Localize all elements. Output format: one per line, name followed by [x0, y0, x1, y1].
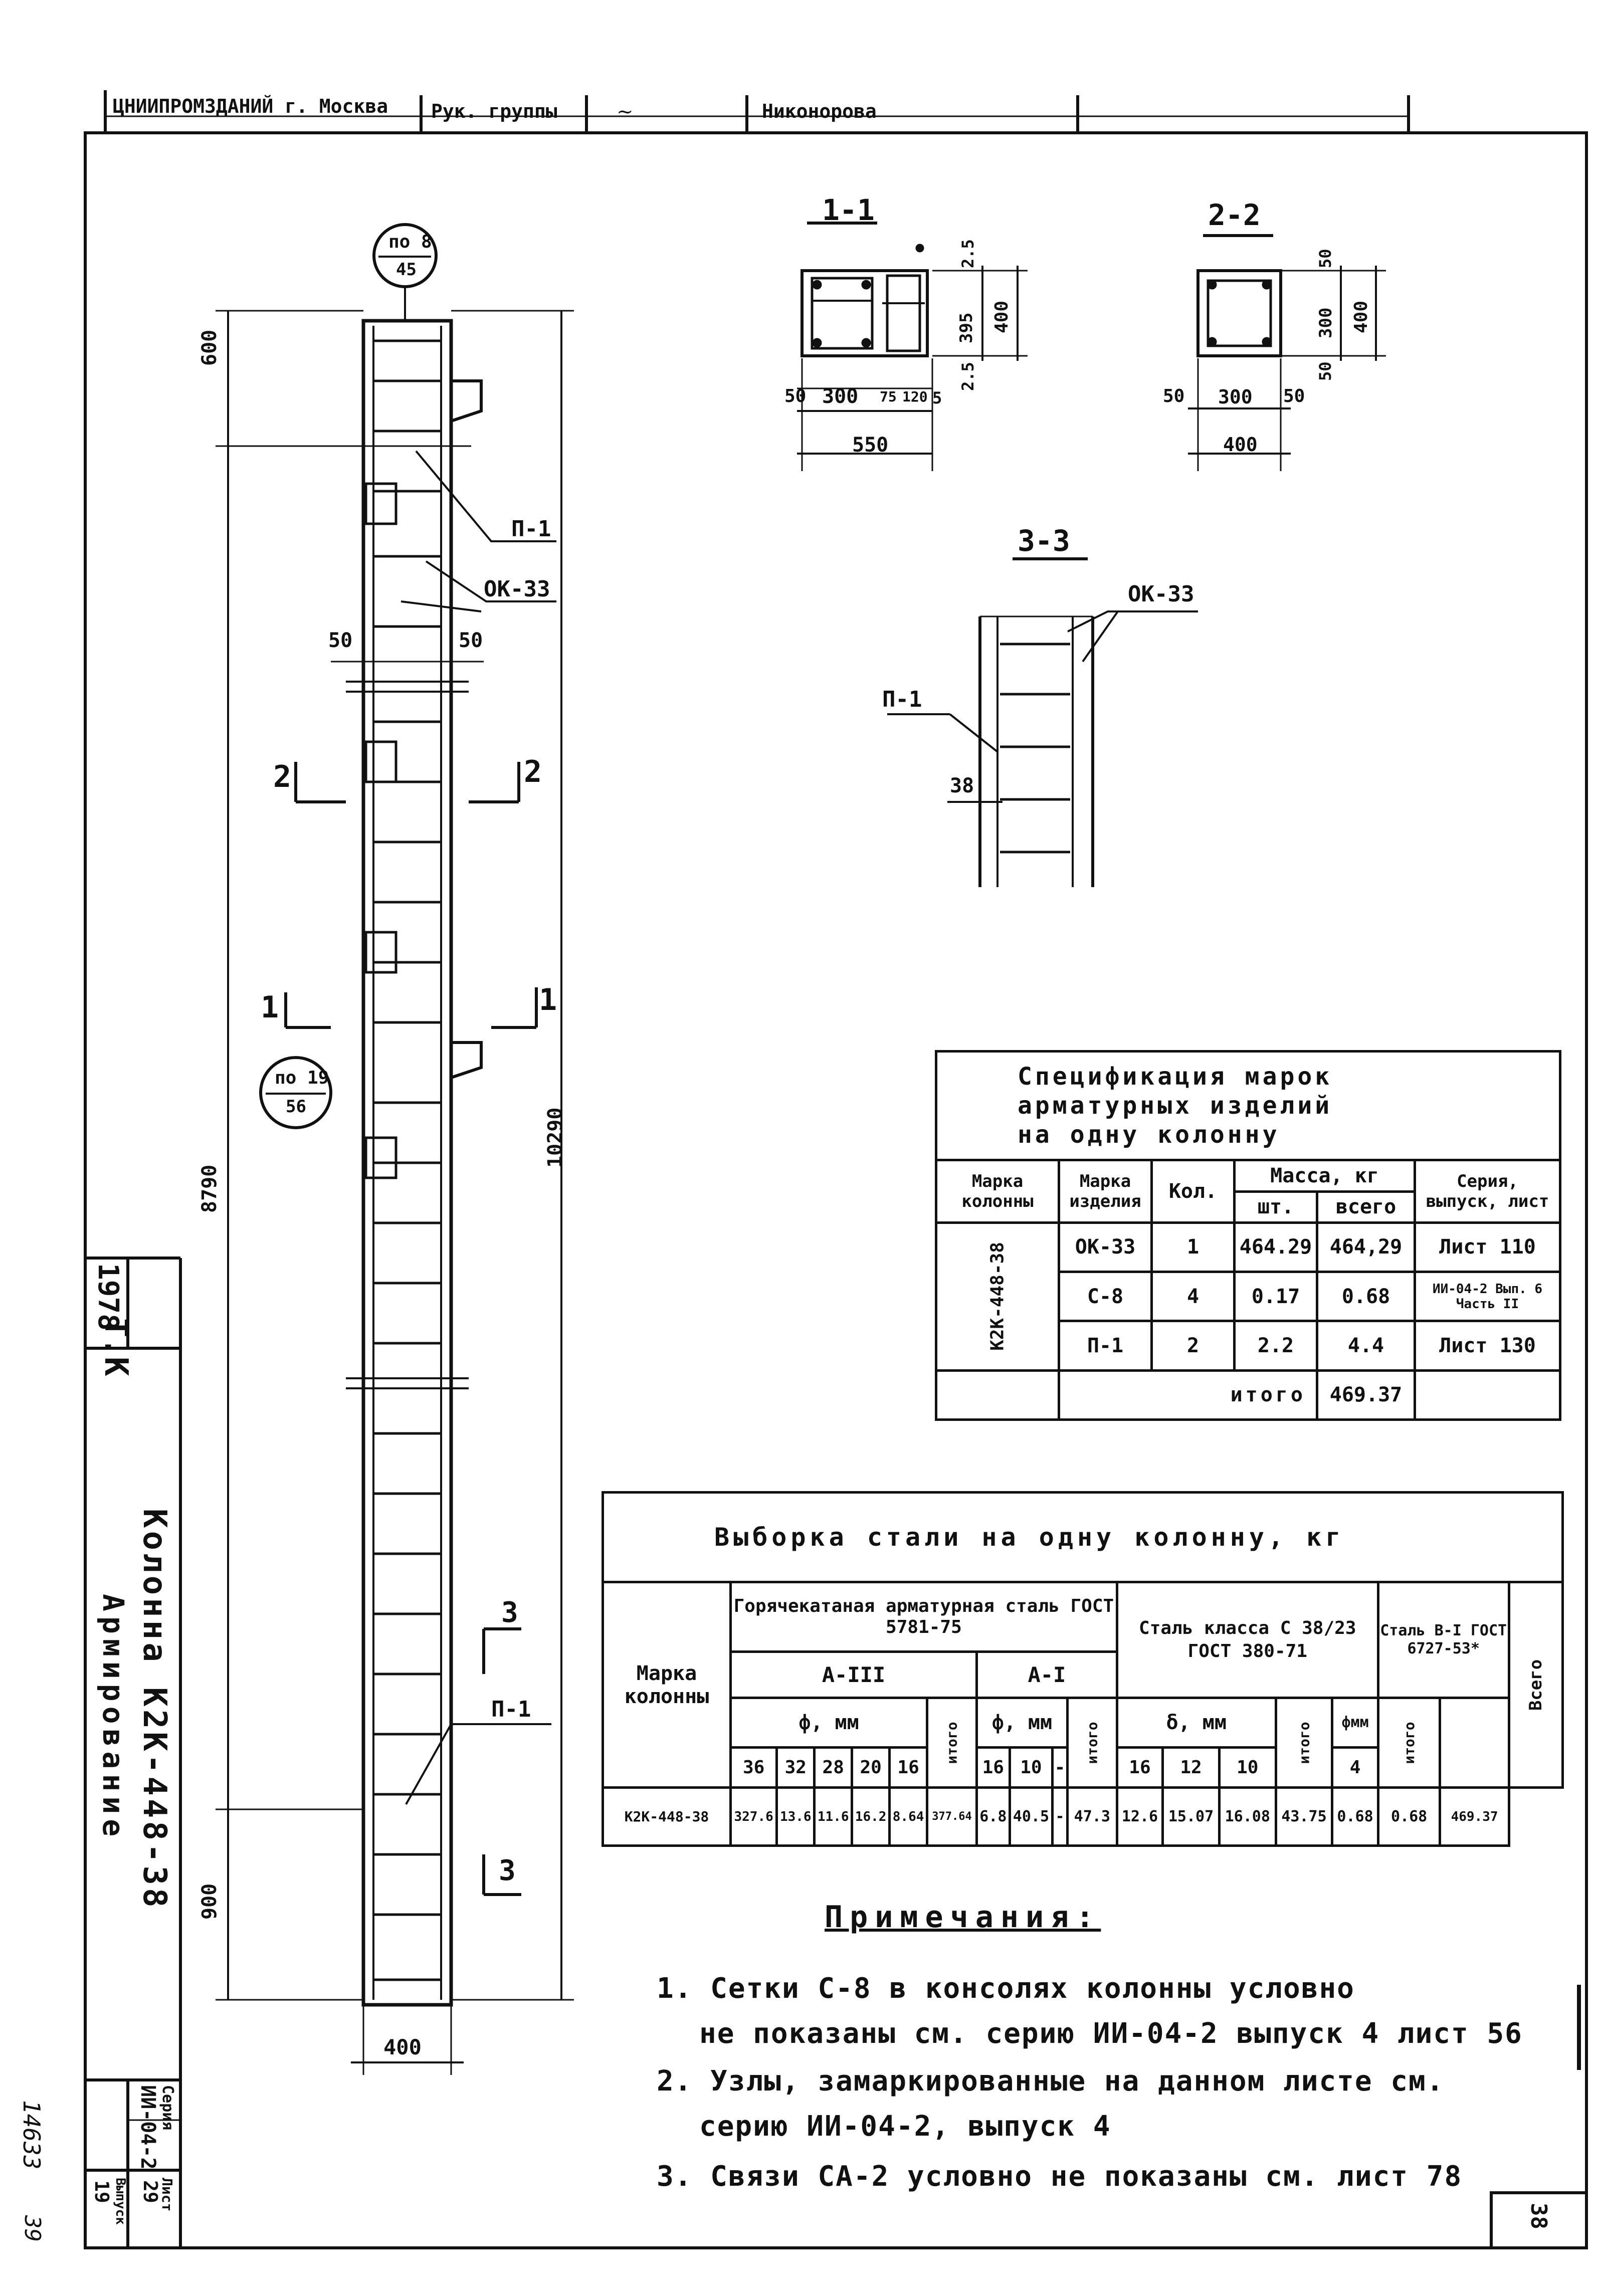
cut-1-right: 1: [539, 982, 557, 1017]
spec-total-label: итого: [1059, 1370, 1317, 1419]
spec-row-ref: Лист 110: [1415, 1222, 1560, 1272]
steel-cell-total: 43.75: [1276, 1788, 1332, 1846]
s22-dim-50-left: 50: [1163, 386, 1185, 406]
cut-2-left: 2: [273, 759, 292, 794]
side-year: 1978: [92, 1263, 124, 1331]
steel-size: -: [1053, 1747, 1068, 1788]
section-1-1: [797, 223, 1028, 471]
side-sheet-value: 29: [139, 2180, 161, 2203]
spec-row-qty: 2: [1152, 1321, 1235, 1370]
s11-dim-120: 120: [902, 388, 928, 405]
spec-row-item: С-8: [1059, 1272, 1152, 1321]
spec-row-item: П-1: [1059, 1321, 1152, 1370]
steel-itogo-a1: итого: [1067, 1698, 1117, 1788]
steel-cell-grand-total: 469.37: [1440, 1788, 1509, 1846]
spec-row-qty: 4: [1152, 1272, 1235, 1321]
steel-cell: 327.6: [731, 1788, 777, 1846]
steel-itogo-s38: итого: [1276, 1698, 1332, 1788]
dim-10290: 10290: [544, 1107, 567, 1168]
callout-top-num: по 8: [388, 232, 432, 252]
s11-dim-50: 50: [784, 386, 807, 406]
steel-cell: 16.2: [852, 1788, 890, 1846]
s11-dim-25-top: 2.5: [958, 239, 977, 268]
steel-diam-a1: ф, мм: [977, 1698, 1068, 1747]
steel-itogo-a3: итого: [927, 1698, 977, 1788]
s11-dim-25-bottom: 2.5: [958, 362, 977, 391]
steel-group2: Сталь класса С 38/23 ГОСТ 380-71: [1117, 1582, 1378, 1698]
s11-dim-5: 5: [932, 388, 942, 407]
spec-head-qty: Кол.: [1152, 1160, 1235, 1222]
note-line: 2. Узлы, замаркированные на данном листе см.: [657, 2065, 1445, 2098]
cut-1-left: 1: [261, 990, 279, 1025]
steel-row-mark: К2К-448-38: [603, 1788, 731, 1846]
steel-cell: 13.6: [777, 1788, 815, 1846]
label-ok33: ОК-33: [484, 576, 550, 602]
steel-delta-s38: δ, мм: [1117, 1698, 1276, 1747]
steel-diam-a3: ф, мм: [731, 1698, 927, 1747]
signature-mark: ~: [617, 100, 634, 123]
steel-cell: 6.8: [977, 1788, 1010, 1846]
inv-number: 14633: [18, 2100, 45, 2170]
steel-cell: 11.6: [815, 1788, 852, 1846]
side-series-label: Серия: [159, 2085, 176, 2131]
steel-size: 12: [1163, 1747, 1220, 1788]
notes-title: Примечания:: [825, 1900, 1101, 1935]
steel-size: 4: [1332, 1747, 1378, 1788]
side-title-line1: Колонна К2К-448-38: [136, 1509, 173, 1911]
spec-row-qty: 1: [1152, 1222, 1235, 1272]
label-p1-top: П-1: [511, 516, 551, 542]
steel-diam-b1: фмм: [1332, 1698, 1378, 1747]
label-p1-bottom: П-1: [491, 1697, 531, 1722]
callout-top-den: 45: [396, 260, 417, 280]
note-line: не показаны см. серию ИИ-04-2 выпуск 4 лист 56: [699, 2017, 1523, 2050]
side-issue-value: 19: [91, 2180, 113, 2203]
s11-dim-75: 75: [880, 388, 897, 405]
steel-size: 20: [852, 1747, 890, 1788]
s22-dim-50-low: 50: [1316, 361, 1335, 381]
steel-cell: 40.5: [1010, 1788, 1053, 1846]
s22-dim-400-bottom: 400: [1223, 434, 1258, 456]
spec-title: Спецификация марок арматурных изделий на одну колонну: [936, 1052, 1560, 1160]
s22-dim-50-right: 50: [1283, 386, 1305, 406]
dim-900: 900: [198, 1883, 221, 1920]
steel-title: Выборка стали на одну колонну, кг: [603, 1493, 1563, 1582]
spec-head-each: шт.: [1235, 1191, 1317, 1222]
steel-group3: Сталь В-I ГОСТ 6727-53*: [1378, 1582, 1509, 1698]
s22-dim-50-top: 50: [1316, 249, 1335, 268]
spec-row-ref: ИИ-04-2 Вып. 6 Часть II: [1415, 1272, 1560, 1321]
side-org: Т.К: [97, 1318, 134, 1376]
spec-row-each: 464.29: [1235, 1222, 1317, 1272]
steel-head-total: Всего: [1509, 1582, 1562, 1788]
s11-dim-395: 395: [956, 312, 976, 343]
spec-row-total: 464,29: [1317, 1222, 1415, 1272]
spec-head-series: Серия, выпуск, лист: [1415, 1160, 1560, 1222]
page-number: 38: [1526, 2203, 1551, 2229]
section-3-3: [887, 559, 1198, 887]
dim-top-600: 600: [198, 329, 221, 366]
s22-dim-400-right: 400: [1351, 300, 1371, 333]
s22-dim-300-right: 300: [1316, 307, 1336, 338]
s33-label-p1: П-1: [882, 687, 922, 712]
side-issue-label: Выпуск: [113, 2178, 128, 2225]
steel-itogo-b1: итого: [1378, 1698, 1440, 1788]
dim-side-50-left: 50: [328, 629, 353, 652]
steel-group1: Горячекатаная арматурная сталь ГОСТ 5781-75: [731, 1582, 1117, 1652]
stamp-role: Рук. группы: [431, 100, 557, 122]
steel-cell-total: 0.68: [1378, 1788, 1440, 1846]
spec-row-each: 0.17: [1235, 1272, 1317, 1321]
steel-cell: -: [1053, 1788, 1068, 1846]
stamp-org: ЦНИИПРОМЗДАНИЙ г. Москва: [113, 95, 388, 117]
steel-cell: 15.07: [1163, 1788, 1220, 1846]
steel-size: 32: [777, 1747, 815, 1788]
s22-dim-300: 300: [1218, 386, 1253, 408]
spec-head-item-mark: Марка изделия: [1059, 1160, 1152, 1222]
callout-mid-den: 56: [286, 1097, 306, 1117]
cut-3-top: 3: [501, 1596, 518, 1629]
steel-table: [602, 1491, 1564, 1847]
cut-2-right: 2: [524, 754, 542, 789]
steel-cell: 8.64: [890, 1788, 927, 1846]
column-elevation: [216, 225, 574, 2075]
callout-mid-num: по 19: [275, 1068, 329, 1088]
note-line: 1. Сетки С-8 в консолях колонны условно: [657, 1972, 1355, 2005]
steel-cell: 0.68: [1332, 1788, 1378, 1846]
spec-column-mark: К2К-448-38: [936, 1222, 1059, 1370]
steel-cell: 12.6: [1117, 1788, 1162, 1846]
spec-row-ref: Лист 130: [1415, 1321, 1560, 1370]
steel-class-a1: А-I: [977, 1651, 1117, 1698]
s11-dim-400: 400: [991, 300, 1012, 333]
side-sheet-label: Лист: [159, 2178, 175, 2212]
spec-row-total: 0.68: [1317, 1272, 1415, 1321]
section-3-3-title: 3-3: [1018, 524, 1070, 558]
steel-size: 16: [1117, 1747, 1162, 1788]
spec-head-mass: Масса, кг: [1235, 1160, 1415, 1191]
spec-row-each: 2.2: [1235, 1321, 1317, 1370]
dim-side-50-right: 50: [459, 629, 483, 652]
steel-size: 10: [1219, 1747, 1276, 1788]
steel-size: 16: [977, 1747, 1010, 1788]
note-line: серию ИИ-04-2, выпуск 4: [699, 2110, 1111, 2143]
steel-size: 36: [731, 1747, 777, 1788]
spec-head-total: всего: [1317, 1191, 1415, 1222]
s33-dim-38: 38: [950, 774, 974, 797]
steel-cell: 16.08: [1219, 1788, 1276, 1846]
steel-cell-total: 377.64: [927, 1788, 977, 1846]
dim-width-400: 400: [383, 2035, 422, 2059]
cut-3-bottom: 3: [499, 1854, 516, 1887]
spec-table: [935, 1050, 1561, 1421]
stamp-name: Никонорова: [762, 100, 877, 122]
section-2-2-title: 2-2: [1208, 198, 1261, 232]
side-series-value: ИИ-04-2: [136, 2085, 159, 2170]
s33-label-ok33: ОК-33: [1128, 581, 1194, 607]
steel-cell-total: 47.3: [1067, 1788, 1117, 1846]
steel-size: 28: [815, 1747, 852, 1788]
steel-head-mark: Марка колонны: [603, 1582, 731, 1788]
s11-dim-300: 300: [822, 385, 859, 408]
dim-8790: 8790: [198, 1164, 221, 1213]
steel-size: 16: [890, 1747, 927, 1788]
spec-head-col-mark: Марка колонны: [936, 1160, 1059, 1222]
steel-size: 10: [1010, 1747, 1053, 1788]
section-2-2: [1188, 236, 1386, 471]
spec-total-value: 469.37: [1317, 1370, 1415, 1419]
spec-row-total: 4.4: [1317, 1321, 1415, 1370]
s11-dim-550: 550: [852, 434, 889, 457]
spec-row-item: ОК-33: [1059, 1222, 1152, 1272]
section-1-1-title: 1-1: [822, 193, 875, 227]
note-line: 3. Связи СА-2 условно не показаны см. лист 78: [657, 2160, 1463, 2193]
steel-class-a3: А-III: [731, 1651, 977, 1698]
margin-number: 39: [20, 2215, 45, 2242]
side-title-line2: Армирование: [96, 1594, 130, 1842]
